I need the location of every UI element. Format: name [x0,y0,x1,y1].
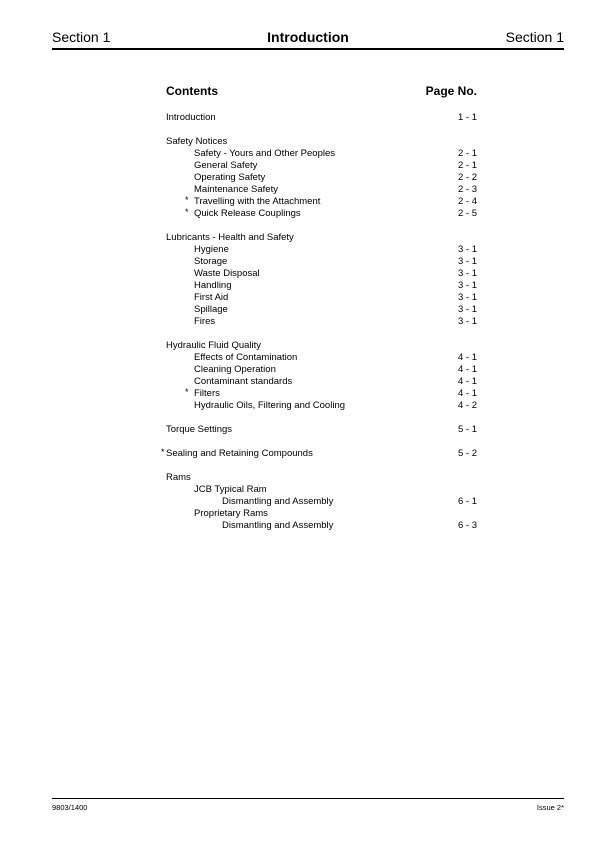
page-footer [52,798,564,813]
toc-entry-page: 1 - 1 [457,112,477,123]
toc-spacer [166,436,477,448]
toc-entry [166,304,477,316]
toc-entry-page: 3 - 1 [457,316,477,327]
toc-spacer [166,124,477,136]
toc-entry [166,388,477,400]
toc-entry-page: 3 - 1 [457,292,477,303]
toc-entry-title: Introduction [166,112,216,123]
toc-entry-title: Rams [166,472,191,483]
toc-entry-title: Storage [194,256,228,267]
page-number-heading: Page No. [425,84,477,98]
toc-entry [166,364,477,376]
toc-entry [166,352,477,364]
toc-entry-title: Quick Release Couplings [194,208,301,219]
toc-entry-title: JCB Typical Ram [194,484,267,495]
toc-entry-title: Dismantling and Assembly [222,496,334,507]
toc-entry-page: 2 - 3 [457,184,477,195]
toc-entry-title: Maintenance Safety [194,184,278,195]
page-header [52,28,564,50]
toc-entry-title: Spillage [194,304,228,315]
toc-entry-title: Hydraulic Oils, Filtering and Cooling [194,400,346,411]
toc-entry-title: Sealing and Retaining Compounds [166,448,313,459]
table-of-contents [161,84,477,532]
toc-entry-title: Operating Safety [194,172,266,183]
toc-entry [166,340,477,352]
toc-entry-page: 5 - 1 [457,424,477,435]
issue-number: Issue 2* [536,803,564,812]
toc-entry [166,520,477,532]
toc-entry [166,508,477,520]
toc-entry [166,184,477,196]
toc-entry [166,256,477,268]
toc-entry [166,268,477,280]
toc-entry-title: Filters [194,388,220,399]
revision-asterisk: * [185,207,189,217]
toc-entry [166,496,477,508]
toc-entry-title: Hygiene [194,244,229,255]
toc-entry-title: Proprietary Rams [194,508,268,519]
toc-entry [166,316,477,328]
contents-heading: Contents [166,84,218,98]
toc-spacer [166,412,477,424]
revision-asterisk: * [185,195,189,205]
toc-entry-title: Torque Settings [166,424,233,435]
toc-entry-title: Dismantling and Assembly [222,520,334,531]
toc-entry [166,280,477,292]
toc-entry-page: 4 - 1 [457,376,477,387]
revision-asterisk: * [185,387,189,397]
toc-entry [166,400,477,412]
toc-entry-page: 3 - 1 [457,268,477,279]
toc-entry-page: 4 - 1 [457,388,477,399]
toc-entry-page: 3 - 1 [457,244,477,255]
toc-entry-page: 4 - 1 [457,364,477,375]
toc-entry [166,136,477,148]
toc-entry-page: 2 - 2 [457,172,477,183]
toc-entry-page: 4 - 1 [457,352,477,363]
toc-entry [166,244,477,256]
toc-entry-title: General Safety [194,160,258,171]
toc-entry-title: Contaminant standards [194,376,293,387]
revision-asterisk: * [161,447,165,457]
toc-entry [166,232,477,244]
toc-entry-page: 2 - 4 [457,196,477,207]
toc-entry-page: 4 - 2 [457,400,477,411]
toc-list [161,112,477,532]
toc-entry-title: Safety Notices [166,136,228,147]
document-number: 9803/1400 [52,803,88,812]
toc-entry-title: Cleaning Operation [194,364,276,375]
toc-entry-page: 2 - 1 [457,148,477,159]
toc-spacer [166,220,477,232]
toc-entry [166,196,477,208]
header-title: Introduction [267,29,349,45]
toc-entry-page: 3 - 1 [457,304,477,315]
header-section-right: Section 1 [505,29,564,45]
toc-entry [166,208,477,220]
toc-entry-title: Handling [194,280,232,291]
toc-entry-title: Effects of Contamination [194,352,298,363]
toc-entry [166,424,477,436]
toc-entry-title: Safety - Yours and Other Peoples [194,148,336,159]
toc-entry [166,112,477,124]
toc-entry-title: Travelling with the Attachment [194,196,321,207]
toc-entry [166,292,477,304]
toc-entry-page: 2 - 5 [457,208,477,219]
toc-entry [166,172,477,184]
toc-entry-page: 3 - 1 [457,280,477,291]
toc-entry-title: Hydraulic Fluid Quality [166,340,262,351]
toc-spacer [166,328,477,340]
header-section-left: Section 1 [52,29,111,45]
toc-entry-page: 6 - 3 [457,520,477,531]
toc-entry-page: 2 - 1 [457,160,477,171]
toc-entry [166,472,477,484]
toc-entry [161,447,477,460]
toc-entry [166,148,477,160]
toc-entry [166,160,477,172]
toc-entry [166,484,477,496]
toc-entry-title: Waste Disposal [194,268,260,279]
toc-entry-title: First Aid [194,292,229,303]
toc-entry-title: Fires [194,316,216,327]
toc-spacer [166,460,477,472]
toc-entry-page: 5 - 2 [457,448,477,459]
toc-entry-title: Lubricants - Health and Safety [166,232,294,243]
toc-entry [166,376,477,388]
toc-entry-page: 3 - 1 [457,256,477,267]
toc-entry-page: 6 - 1 [457,496,477,507]
toc-header [166,84,477,112]
